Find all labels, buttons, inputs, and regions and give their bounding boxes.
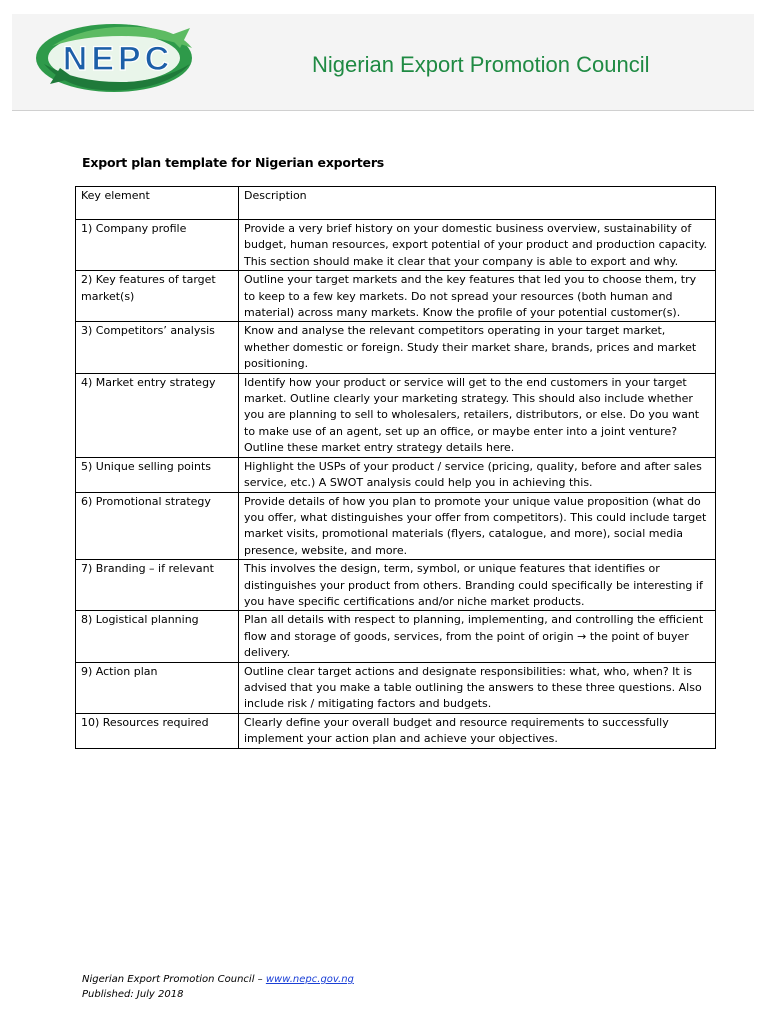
table-row (76, 560, 716, 611)
table-row (76, 662, 716, 713)
footer-website-link[interactable]: www.nepc.gov.ng (265, 974, 354, 985)
key-element-cell: 6) Promotional strategy (76, 492, 239, 560)
export-plan-table (75, 186, 716, 749)
footer-org-line (82, 972, 354, 987)
key-element-cell: 5) Unique selling points (76, 457, 239, 492)
description-cell: Provide details of how you plan to promote your unique value proposition (what do you offer, what distinguishes your offer from competitors). This could include target market visits, promotional materials (flyers, catalogue, and more), social media presence, website, and more. (239, 492, 716, 560)
key-element-cell: 2) Key features of target market(s) (76, 271, 239, 322)
description-cell: Clearly define your overall budget and resource requirements to successfully implement your action plan and achieve your objectives. (239, 713, 716, 748)
table-row (76, 713, 716, 748)
description-cell: Highlight the USPs of your product / service (pricing, quality, before and after sales service, etc.) A SWOT analysis could help you in achieving this. (239, 457, 716, 492)
footer-published: Published: July 2018 (82, 989, 184, 1000)
table-row (76, 322, 716, 373)
description-cell: This involves the design, term, symbol, or unique features that identifies or distinguishes your product from others. Branding could specifically be interesting if you have specific certifications and/or niche market products. (239, 560, 716, 611)
table-header-row (76, 187, 716, 220)
table-row (76, 492, 716, 560)
key-element-cell: 1) Company profile (76, 220, 239, 271)
footer-org-name: Nigerian Export Promotion Council – (82, 974, 266, 985)
description-cell: Outline clear target actions and designate responsibilities: what, who, when? It is advised that you make a table outlining the answers to these three questions. Also include risk / mitigating factors and budgets. (239, 662, 716, 713)
column-header-description: Description (239, 187, 716, 220)
description-cell: Identify how your product or service will get to the end customers in your target market. Outline clearly your marketing strategy. This should also include whether you are planning to sell to wholesalers, retailers, distributors, or else. Do you want to make use of an agent, set up an office, or maybe enter into a joint venture? Outline these market entry strategy details here. (239, 373, 716, 457)
table-row (76, 271, 716, 322)
description-cell: Outline your target markets and the key features that led you to choose them, try to keep to a few key markets. Do not spread your resources (both human and material) across many markets. Know the profile of your potential customer(s). (239, 271, 716, 322)
key-element-cell: 9) Action plan (76, 662, 239, 713)
key-element-cell: 3) Competitors’ analysis (76, 322, 239, 373)
table-row (76, 611, 716, 662)
key-element-cell: 7) Branding – if relevant (76, 560, 239, 611)
key-element-cell: 10) Resources required (76, 713, 239, 748)
table-row (76, 457, 716, 492)
description-cell: Know and analyse the relevant competitors operating in your target market, whether domestic or foreign. Study their market share, brands, prices and market positioning. (239, 322, 716, 373)
column-header-key-element: Key element (76, 187, 239, 220)
nepc-logo (30, 6, 205, 101)
table-row (76, 220, 716, 271)
document-title: Export plan template for Nigerian exporters (82, 155, 385, 170)
logo-text: NEPC (62, 40, 174, 78)
org-title: Nigerian Export Promotion Council (312, 52, 650, 77)
key-element-cell: 8) Logistical planning (76, 611, 239, 662)
key-element-cell: 4) Market entry strategy (76, 373, 239, 457)
description-cell: Provide a very brief history on your domestic business overview, sustainability of budget, human resources, export potential of your product and production capacity. This section should make it clear that your company is able to export and why. (239, 220, 716, 271)
description-cell: Plan all details with respect to planning, implementing, and controlling the efficient flow and storage of goods, services, from the point of origin → the point of buyer delivery. (239, 611, 716, 662)
footer (82, 972, 354, 1002)
table-row (76, 373, 716, 457)
